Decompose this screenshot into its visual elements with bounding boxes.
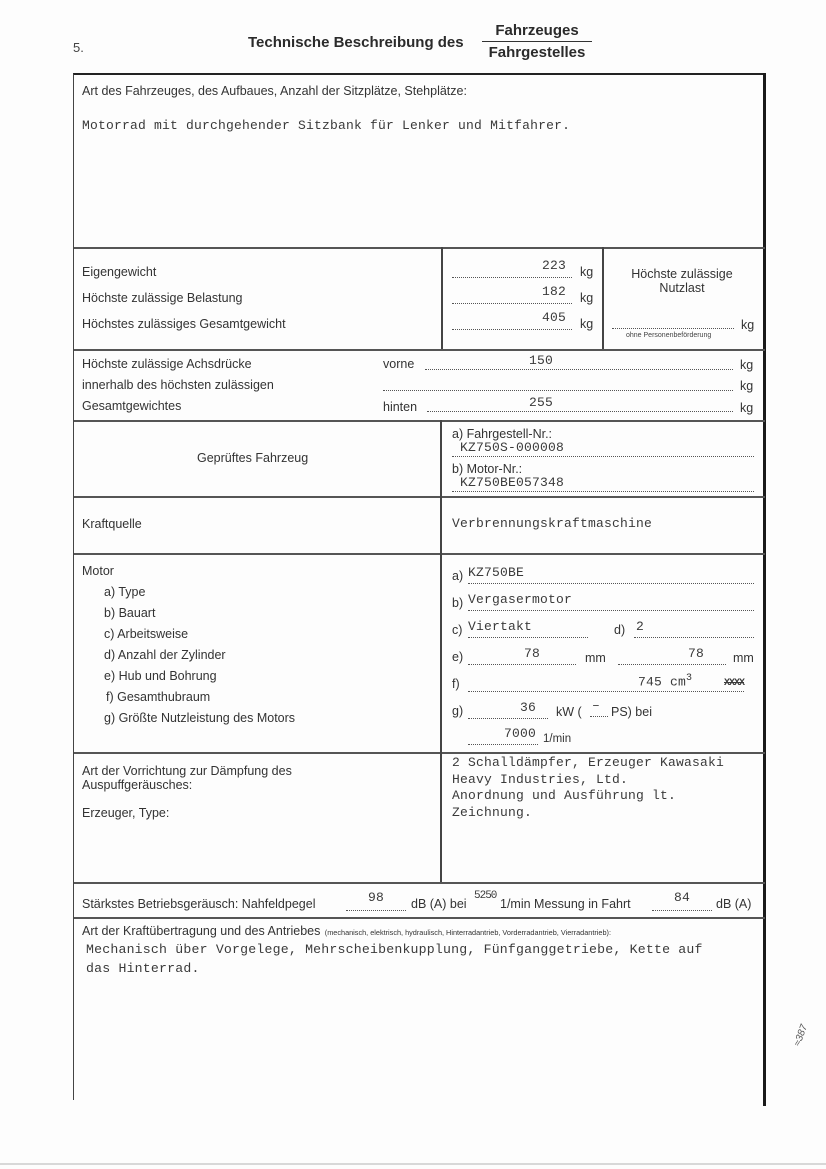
engine-displacement-sup: 3: [686, 673, 693, 684]
power-source-label: Kraftquelle: [82, 517, 142, 531]
noise-near-unit: dB (A) bei: [411, 897, 467, 911]
noise-rpm-value: 5250: [474, 890, 497, 902]
unit-kg: kg: [741, 318, 755, 332]
divider: [74, 496, 765, 498]
axle-label-line3: Gesamtgewichtes: [82, 399, 182, 413]
engine-cycle-value: Viertakt: [468, 619, 533, 634]
unit-kg: kg: [580, 317, 594, 331]
engine-rpm-value: 7000: [504, 726, 537, 741]
page-title: Technische Beschreibung des: [248, 34, 464, 51]
engine-prefix-f: f): [452, 677, 460, 691]
weight-value-empty: 223: [541, 258, 566, 273]
engine-displacement-field: [468, 673, 744, 692]
axle-field-rear: [427, 395, 733, 412]
engine-prefix-e: e): [452, 650, 464, 664]
payload-label-line2: Nutzlast: [659, 281, 705, 295]
unit-kg: kg: [740, 401, 754, 415]
engine-item-cylinders: d) Anzahl der Zylinder: [104, 648, 226, 662]
axle-value-front: 150: [529, 353, 554, 368]
engine-power-value: 36: [520, 700, 537, 715]
engine-prefix-a: a): [452, 569, 464, 583]
engine-ps-unit: PS) bei: [611, 705, 652, 719]
drivetrain-label: Art der Kraftübertragung und des Antriebes: [82, 924, 321, 938]
unit-kg: kg: [740, 358, 754, 372]
engine-cylinders-field: [634, 619, 754, 638]
engine-ps-value: –: [592, 698, 601, 713]
axle-label-line2: innerhalb des höchsten zulässigen: [82, 378, 274, 392]
page-number: 5.: [73, 40, 84, 55]
engine-stroke-field: [468, 646, 576, 665]
engine-displacement-value: [638, 673, 692, 689]
exhaust-value-line: Anordnung und Ausführung lt.: [452, 788, 677, 803]
vehicle-type-label: Art des Fahrzeuges, des Aufbaues, Anzahl der Sitzplätze, Stehplätze:: [82, 84, 467, 98]
divider: [74, 917, 765, 919]
engine-number-label: b) Motor-Nr.:: [452, 462, 523, 476]
weight-value-gross: 405: [541, 310, 566, 325]
weight-field-gross: [452, 310, 572, 330]
engine-rpm-unit: 1/min: [543, 733, 572, 745]
axle-value-rear: 255: [529, 395, 554, 410]
column-divider: [441, 247, 443, 349]
title-fraction-top: Fahrzeuges: [482, 22, 592, 42]
weight-label-max-load: Höchste zulässige Belastung: [82, 291, 243, 305]
engine-prefix-g: g): [452, 704, 464, 718]
engine-prefix-c: c): [452, 623, 463, 637]
engine-number-value: KZ750BE057348: [460, 475, 565, 490]
weight-field-empty: [452, 258, 572, 278]
engine-item-cycle: c) Arbeitsweise: [104, 627, 189, 641]
exhaust-value-line: 2 Schalldämpfer, Erzeuger Kawasaki: [452, 755, 725, 770]
engine-type-field: [468, 565, 754, 584]
drivetrain-value-line: Mechanisch über Vorgelege, Mehrscheibenkupplung, Fünfganggetriebe, Kette auf: [86, 942, 703, 957]
axle-position-rear: hinten: [383, 400, 418, 414]
engine-displacement-number: 745 cm: [638, 674, 687, 690]
divider: [74, 553, 765, 555]
chassis-number-value: KZ750S-000008: [460, 440, 565, 455]
weight-label-empty: Eigengewicht: [82, 265, 157, 279]
vehicle-type-value: Motorrad mit durchgehender Sitzbank für Lenker und Mitfahrer.: [82, 118, 571, 133]
drivetrain-value-line: das Hinterrad.: [86, 961, 200, 976]
column-divider: [602, 247, 604, 349]
noise-label: Stärkstes Betriebsgeräusch: Nahfeldpegel: [82, 897, 316, 911]
divider: [74, 349, 765, 351]
axle-field-front: [425, 353, 733, 370]
engine-item-design: b) Bauart: [104, 606, 156, 620]
axle-field-middle: [383, 377, 733, 391]
weight-value-max-load: 182: [541, 284, 566, 299]
drivetrain-value: [86, 940, 703, 978]
engine-design-field: [468, 592, 754, 611]
divider: [74, 882, 765, 884]
exhaust-label-line2: Auspuffgeräusches:: [82, 778, 193, 792]
engine-label: Motor: [82, 564, 114, 578]
weight-field-max-load: [452, 284, 572, 304]
divider: [74, 247, 765, 249]
engine-item-stroke-bore: e) Hub und Bohrung: [104, 669, 217, 683]
weight-label-gross: Höchstes zulässiges Gesamtgewicht: [82, 317, 286, 331]
drivetrain-label-note: (mechanisch, elektrisch, hydraulisch, Hinterradantrieb, Vorderradantrieb, Vierradantrieb):: [324, 928, 611, 937]
engine-bore-value: 78: [688, 646, 705, 661]
engine-prefix-d: d): [614, 623, 626, 637]
title-fraction-bottom: Fahrgestelles: [488, 44, 586, 61]
exhaust-value-line: Zeichnung.: [452, 804, 533, 820]
engine-power-unit: kW (: [556, 705, 582, 719]
engine-rpm-field: [468, 726, 538, 745]
tested-vehicle-label: Geprüftes Fahrzeug: [197, 451, 309, 465]
engine-stroke-unit: mm: [585, 651, 606, 665]
engine-type-value: KZ750BE: [468, 565, 525, 580]
noise-near-value: 98: [368, 890, 385, 905]
exhaust-label-line3: Erzeuger, Type:: [82, 806, 170, 820]
engine-item-displacement: f) Gesamthubraum: [106, 690, 211, 704]
title-fraction: [482, 22, 592, 61]
noise-drive-value: 84: [674, 890, 691, 905]
engine-cylinders-value: 2: [636, 619, 645, 634]
form-right-border: [763, 73, 766, 1106]
unit-kg: kg: [580, 265, 594, 279]
engine-prefix-b: b): [452, 596, 464, 610]
exhaust-value: [452, 755, 724, 821]
payload-label: [604, 267, 760, 295]
exhaust-label-line1: Art der Vorrichtung zur Dämpfung des: [82, 764, 292, 778]
engine-cycle-field: [468, 619, 588, 638]
struck-out-unit: XXXX: [724, 678, 745, 689]
noise-rpm-unit: 1/min Messung in Fahrt: [500, 897, 631, 911]
engine-ps-field: [590, 698, 608, 717]
power-source-value: Verbrennungskraftmaschine: [452, 516, 653, 531]
chassis-number-label: a) Fahrgestell-Nr.:: [452, 427, 553, 441]
engine-item-type: a) Type: [104, 585, 146, 599]
unit-kg: kg: [580, 291, 594, 305]
margin-note: ≈387: [792, 1023, 811, 1048]
engine-item-power: g) Größte Nutzleistung des Motors: [104, 711, 296, 725]
payload-label-line1: Höchste zulässige: [631, 267, 733, 281]
page-edge: [0, 1163, 826, 1165]
engine-number-field: [452, 476, 754, 492]
engine-bore-field: [618, 646, 726, 665]
divider: [74, 752, 765, 754]
noise-drive-unit: dB (A): [716, 897, 752, 911]
unit-kg: kg: [740, 379, 754, 393]
axle-position-front: vorne: [383, 357, 415, 371]
noise-near-field: [346, 890, 406, 911]
chassis-number-field: [452, 441, 754, 457]
noise-drive-field: [652, 890, 712, 911]
payload-field: [612, 318, 734, 329]
engine-stroke-value: 78: [524, 646, 541, 661]
exhaust-value-line: Heavy Industries, Ltd.: [452, 771, 629, 787]
payload-note: ohne Personenbeförderung: [626, 332, 712, 339]
drivetrain-label-row: [82, 922, 611, 940]
divider: [74, 420, 765, 422]
column-divider: [440, 420, 442, 882]
engine-design-value: Vergasermotor: [468, 592, 573, 607]
engine-bore-unit: mm: [733, 651, 754, 665]
engine-power-field: [468, 700, 548, 719]
axle-label-line1: Höchste zulässige Achsdrücke: [82, 357, 252, 371]
